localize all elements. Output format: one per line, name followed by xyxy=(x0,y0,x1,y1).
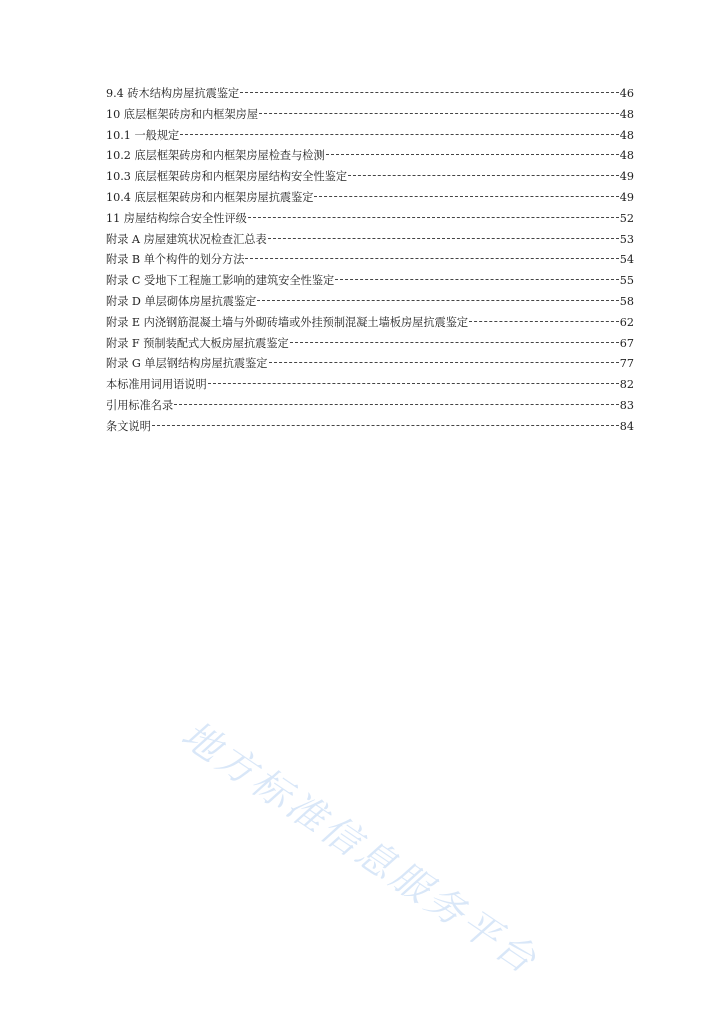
toc-dot-leader xyxy=(180,134,619,135)
toc-dot-leader xyxy=(335,279,619,280)
toc-dot-leader xyxy=(259,113,619,114)
toc-page-number: 58 xyxy=(619,294,634,308)
toc-entry[interactable] xyxy=(106,126,634,147)
toc-entry-title: 条文说明 xyxy=(106,419,151,433)
toc-entry[interactable] xyxy=(106,354,634,375)
toc-entry[interactable] xyxy=(106,334,634,355)
toc-entry-title: 附录 F 预制装配式大板房屋抗震鉴定 xyxy=(106,336,289,350)
toc-page-number: 48 xyxy=(619,128,634,142)
toc-page-number: 49 xyxy=(619,190,634,204)
toc-page-number: 84 xyxy=(619,419,634,433)
toc-entry[interactable] xyxy=(106,167,634,188)
toc-page-number: 67 xyxy=(619,336,634,350)
toc-entry-title: 9.4 砖木结构房屋抗震鉴定 xyxy=(106,87,240,100)
toc-dot-leader xyxy=(248,217,619,218)
toc-entry-title: 附录 B 单个构件的划分方法 xyxy=(106,253,245,267)
toc-entry[interactable] xyxy=(106,292,634,313)
toc-page-number: 77 xyxy=(619,357,634,371)
toc-entry-title: 附录 D 单层砌体房屋抗震鉴定 xyxy=(106,294,257,308)
toc-entry[interactable] xyxy=(106,396,634,417)
toc-entry[interactable] xyxy=(106,146,634,167)
watermark-text: 地方标准信息服务平台 xyxy=(173,712,547,984)
toc-dot-leader xyxy=(152,425,619,426)
toc-entry-title: 附录 G 单层钢结构房屋抗震鉴定 xyxy=(106,357,268,371)
toc-entry-title: 附录 C 受地下工程施工影响的建筑安全性鉴定 xyxy=(106,274,335,288)
toc-dot-leader xyxy=(268,238,619,239)
toc-entry[interactable] xyxy=(106,209,634,230)
toc-entry-title: 10.4 底层框架砖房和内框架房屋抗震鉴定 xyxy=(106,190,314,204)
toc-dot-leader xyxy=(208,383,619,384)
toc-dot-leader xyxy=(240,92,619,93)
toc-dot-leader xyxy=(314,196,618,197)
toc-entry[interactable] xyxy=(106,313,634,334)
toc-entry[interactable] xyxy=(106,250,634,271)
toc-page-number: 53 xyxy=(619,232,634,246)
toc-entry[interactable] xyxy=(106,188,634,209)
toc-page-number: 52 xyxy=(619,211,634,225)
toc-dot-leader xyxy=(469,321,619,322)
toc-entry-title: 附录 A 房屋建筑状况检查汇总表 xyxy=(106,232,267,246)
toc-dot-leader xyxy=(245,258,618,259)
toc-dot-leader xyxy=(269,362,619,363)
toc-page-number: 83 xyxy=(619,398,634,412)
toc-page-number: 82 xyxy=(619,378,634,392)
toc-entry-title: 10.3 底层框架砖房和内框架房屋结构安全性鉴定 xyxy=(106,170,348,184)
toc-entry[interactable] xyxy=(106,375,634,396)
toc-entry-title: 10.2 底层框架砖房和内框架房屋检查与检测 xyxy=(106,149,325,163)
toc-entry-title: 引用标准名录 xyxy=(106,398,174,412)
toc-page-number: 62 xyxy=(619,315,634,329)
toc-page-number: 48 xyxy=(619,149,634,163)
toc-entry-title: 本标准用词用语说明 xyxy=(106,378,207,392)
toc-page-number: 46 xyxy=(619,87,634,100)
toc-dot-leader xyxy=(326,154,619,155)
toc-entry-title: 10 底层框架砖房和内框架房屋 xyxy=(106,107,259,121)
toc-dot-leader xyxy=(257,300,618,301)
toc-dot-leader xyxy=(290,342,619,343)
table-of-contents xyxy=(106,84,634,438)
toc-dot-leader xyxy=(174,404,619,405)
toc-page-number: 54 xyxy=(619,253,634,267)
toc-dot-leader xyxy=(348,175,619,176)
toc-entry-title: 11 房屋结构综合安全性评级 xyxy=(106,211,247,225)
toc-page-number: 55 xyxy=(619,274,634,288)
toc-entry[interactable] xyxy=(106,105,634,126)
toc-entry[interactable] xyxy=(106,417,634,438)
toc-entry-title: 附录 E 内浇钢筋混凝土墙与外砌砖墙或外挂预制混凝土墙板房屋抗震鉴定 xyxy=(106,315,469,329)
toc-entry[interactable] xyxy=(106,271,634,292)
toc-entry-title: 10.1 一般规定 xyxy=(106,128,180,142)
toc-entry[interactable] xyxy=(106,230,634,251)
toc-page-number: 49 xyxy=(619,170,634,184)
toc-page-number: 48 xyxy=(619,107,634,121)
toc-entry[interactable] xyxy=(106,84,634,105)
